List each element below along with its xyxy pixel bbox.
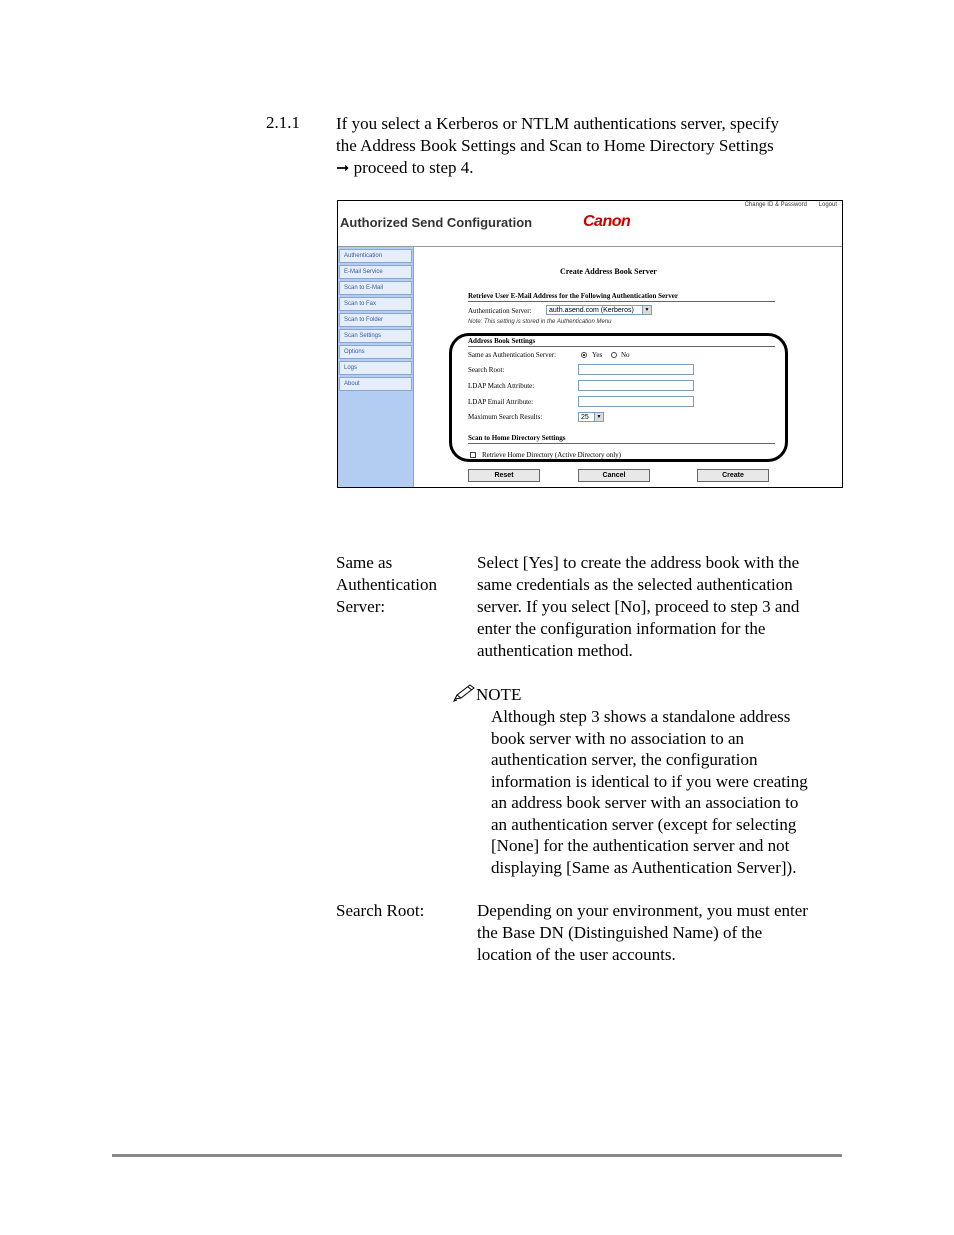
section-divider [468, 301, 775, 302]
def-same-as [477, 552, 847, 662]
def-line: Select [Yes] to create the address book with the [477, 553, 800, 572]
note-line: an authentication server (except for selecting [491, 814, 797, 834]
note-line: authentication server, the configuration [491, 750, 758, 769]
term-line: Same as [336, 553, 393, 572]
term-search-root: Search Root: [336, 901, 425, 920]
def-line: authentication method. [477, 641, 633, 660]
ldap-match-label: LDAP Match Attribute: [468, 382, 535, 390]
note-body [491, 706, 847, 878]
sidebar-item-scan-to-fax[interactable]: Scan to Fax [339, 297, 412, 311]
term-line: Server: [336, 597, 386, 616]
term-line: Authentication [336, 575, 438, 594]
note-line: displaying [Same as Authentication Server]). [491, 857, 797, 877]
note-line: information is identical to if you were creating [491, 771, 808, 791]
note-line: Although step 3 shows a standalone address [491, 707, 791, 726]
cancel-button[interactable]: Cancel [578, 469, 650, 482]
page-heading: Create Address Book Server [560, 267, 657, 276]
canon-logo: Canon [583, 213, 631, 230]
def-line: same credentials as the selected authentication [477, 575, 793, 594]
def-line: enter the configuration information for the [477, 619, 766, 638]
top-links [735, 202, 837, 208]
step-number: 2.1.1 [266, 113, 300, 132]
sidebar-item-authentication[interactable]: Authentication [339, 249, 412, 263]
radio-yes-label: Yes [592, 351, 603, 359]
sidebar-item-logs[interactable]: Logs [339, 361, 412, 375]
chevron-down-icon: ▼ [642, 306, 651, 314]
sidebar-item-scan-settings[interactable]: Scan Settings [339, 329, 412, 343]
max-results-value: 25 [581, 414, 589, 421]
radio-no-label: No [621, 351, 630, 359]
note-heading [452, 684, 521, 706]
search-root-label: Search Root: [468, 366, 505, 374]
note-line: an address book server with an association to [491, 793, 799, 812]
auth-server-select[interactable] [546, 305, 652, 315]
logout-link[interactable]: Logout [818, 202, 837, 208]
highlight-callout [449, 333, 788, 462]
home-dir-heading: Scan to Home Directory Settings [468, 434, 566, 442]
def-line: location of the user accounts. [477, 945, 676, 964]
auth-note: Note: This setting is stored in the Authentication Menu [468, 319, 612, 325]
change-id-link[interactable]: Change ID & Password [744, 202, 807, 208]
chevron-down-icon: ▼ [594, 413, 603, 421]
auth-server-label: Authentication Server: [468, 307, 532, 315]
create-button[interactable]: Create [697, 469, 769, 482]
term-same-as [336, 552, 466, 618]
same-as-label: Same as Authentication Server: [468, 351, 557, 359]
sidebar-item-scan-to-folder[interactable]: Scan to Folder [339, 313, 412, 327]
step-line-1: If you select a Kerberos or NTLM authentications server, specify [336, 114, 780, 133]
app-title: Authorized Send Configuration [340, 215, 533, 230]
def-search-root [477, 900, 847, 966]
sidebar-item-scan-to-email[interactable]: Scan to E-Mail [339, 281, 412, 295]
ldap-email-label: LDAP Email Attribute: [468, 398, 534, 406]
note-heading-text: NOTE [476, 685, 522, 704]
step-line-3 [336, 157, 836, 180]
arrow-right-icon: ➞ [336, 160, 350, 177]
pencil-icon [452, 685, 476, 704]
def-line: server. If you select [No], proceed to step 3 and [477, 597, 800, 616]
note-line: [None] for the authentication server and not [491, 836, 790, 855]
config-screenshot [337, 200, 843, 488]
footer-divider [112, 1154, 842, 1157]
max-results-label: Maximum Search Results: [468, 413, 543, 421]
sidebar-item-about[interactable]: About [339, 377, 412, 391]
retrieve-heading: Retrieve User E-Mail Address for the Following Authentication Server [468, 292, 678, 300]
sidebar [338, 247, 414, 487]
auth-server-value: auth.asend.com (Kerberos) [549, 307, 634, 314]
sidebar-item-email-service[interactable]: E-Mail Service [339, 265, 412, 279]
reset-button[interactable]: Reset [468, 469, 540, 482]
note-line: book server with no association to an [491, 728, 745, 748]
def-line: Depending on your environment, you must enter [477, 901, 808, 920]
step-text [336, 113, 836, 180]
address-book-heading: Address Book Settings [468, 337, 536, 345]
home-dir-checkbox-label: Retrieve Home Directory (Active Directory only) [482, 451, 621, 459]
sidebar-item-options[interactable]: Options [339, 345, 412, 359]
step-line-2: the Address Book Settings and Scan to Home Directory Settings [336, 136, 774, 155]
def-line: the Base DN (Distinguished Name) of the [477, 923, 763, 942]
step-line-3-text: proceed to step 4. [353, 158, 474, 177]
